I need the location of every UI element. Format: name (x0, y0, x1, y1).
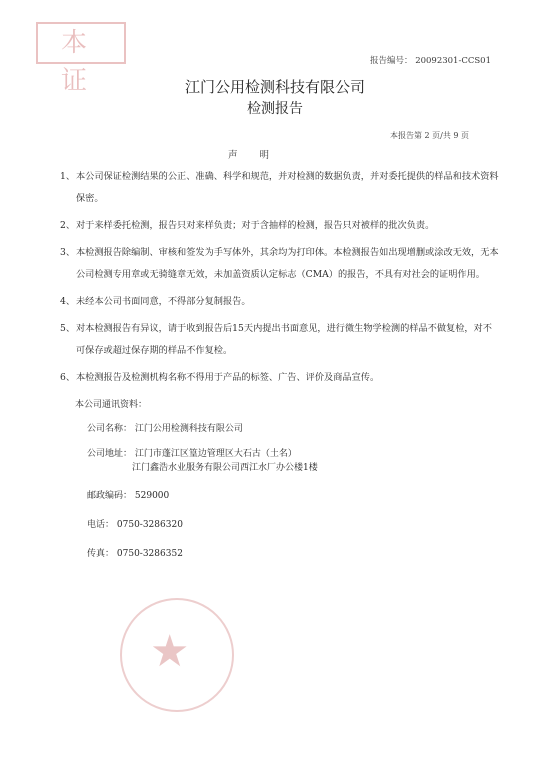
fax-row (87, 547, 507, 561)
phone-row (87, 518, 507, 532)
statement-item (60, 166, 500, 210)
report-number: 报告编号： 20092301-CCS01 (370, 56, 491, 66)
statement-text: 对本检测报告有异议，请于收到报告后15天内提出书面意见，进行微生物学检测的样品不做复检，对不可保存或超过保存期的样品不作复检。 (76, 323, 492, 356)
statement-item (60, 367, 500, 389)
address-label: 公司地址： (87, 449, 133, 459)
section-heading: 声明 (228, 150, 292, 161)
statement-number: 5、 (60, 323, 76, 334)
postcode-label: 邮政编码： (87, 491, 133, 501)
page-indicator: 本报告第 2 页/共 9 页 (390, 131, 470, 140)
statement-number: 2、 (60, 220, 76, 231)
phone-label: 电话： (87, 520, 115, 530)
address-line-2: 江门鑫浩水业服务有限公司西江水厂办公楼1楼 (132, 463, 318, 473)
postcode-row (87, 489, 507, 503)
statement-number: 6、 (60, 372, 76, 383)
fax-value: 0750-3286352 (116, 549, 183, 559)
document-title: 检测报告 (247, 101, 303, 117)
statement-number: 3、 (60, 247, 76, 258)
statement-text: 本公司保证检测结果的公正、准确、科学和规范，并对检测的数据负责，并对委托提供的样品和技术资料保密。 (76, 171, 499, 204)
stamp-watermark: 本 证 (36, 22, 126, 64)
statement-number: 4、 (60, 296, 76, 307)
statement-list (60, 166, 500, 394)
postcode-value: 529000 (134, 491, 170, 501)
address-row (87, 447, 507, 461)
statement-item (60, 215, 500, 237)
statement-text: 本检测报告除编制、审核和签发为手写体外，其余均为打印体。本检测报告如出现增删或涂改无效，无本公司检测专用章或无骑缝章无效，未加盖资质认定标志（CMA）的报告，不具有对社会的证明作用。 (76, 247, 499, 280)
statement-text: 对于来样委托检测，报告只对来样负责；对于含抽样的检测，报告只对被样的批次负责。 (76, 220, 435, 231)
contact-info (75, 398, 507, 561)
company-name-label: 公司名称： (87, 424, 133, 434)
company-name-value: 江门公用检测科技有限公司 (134, 424, 243, 434)
statement-text: 未经本公司书面同意，不得部分复制报告。 (76, 296, 251, 307)
company-name: 江门公用检测科技有限公司 (184, 78, 365, 96)
address-line-1: 江门市蓬江区篁边管理区大石古（土名） (134, 449, 297, 459)
statement-text: 本检测报告及检测机构名称不得用于产品的标签、广告、评价及商品宣传。 (76, 372, 380, 383)
statement-item (60, 291, 500, 313)
statement-item (60, 318, 500, 362)
seal-star-icon: ★ (150, 626, 190, 677)
contact-intro: 本公司通讯资料： (75, 400, 148, 410)
statement-number: 1、 (60, 171, 76, 182)
statement-item (60, 242, 500, 286)
company-name-row (87, 422, 507, 436)
phone-value: 0750-3286320 (116, 520, 183, 530)
fax-label: 传真： (87, 549, 115, 559)
